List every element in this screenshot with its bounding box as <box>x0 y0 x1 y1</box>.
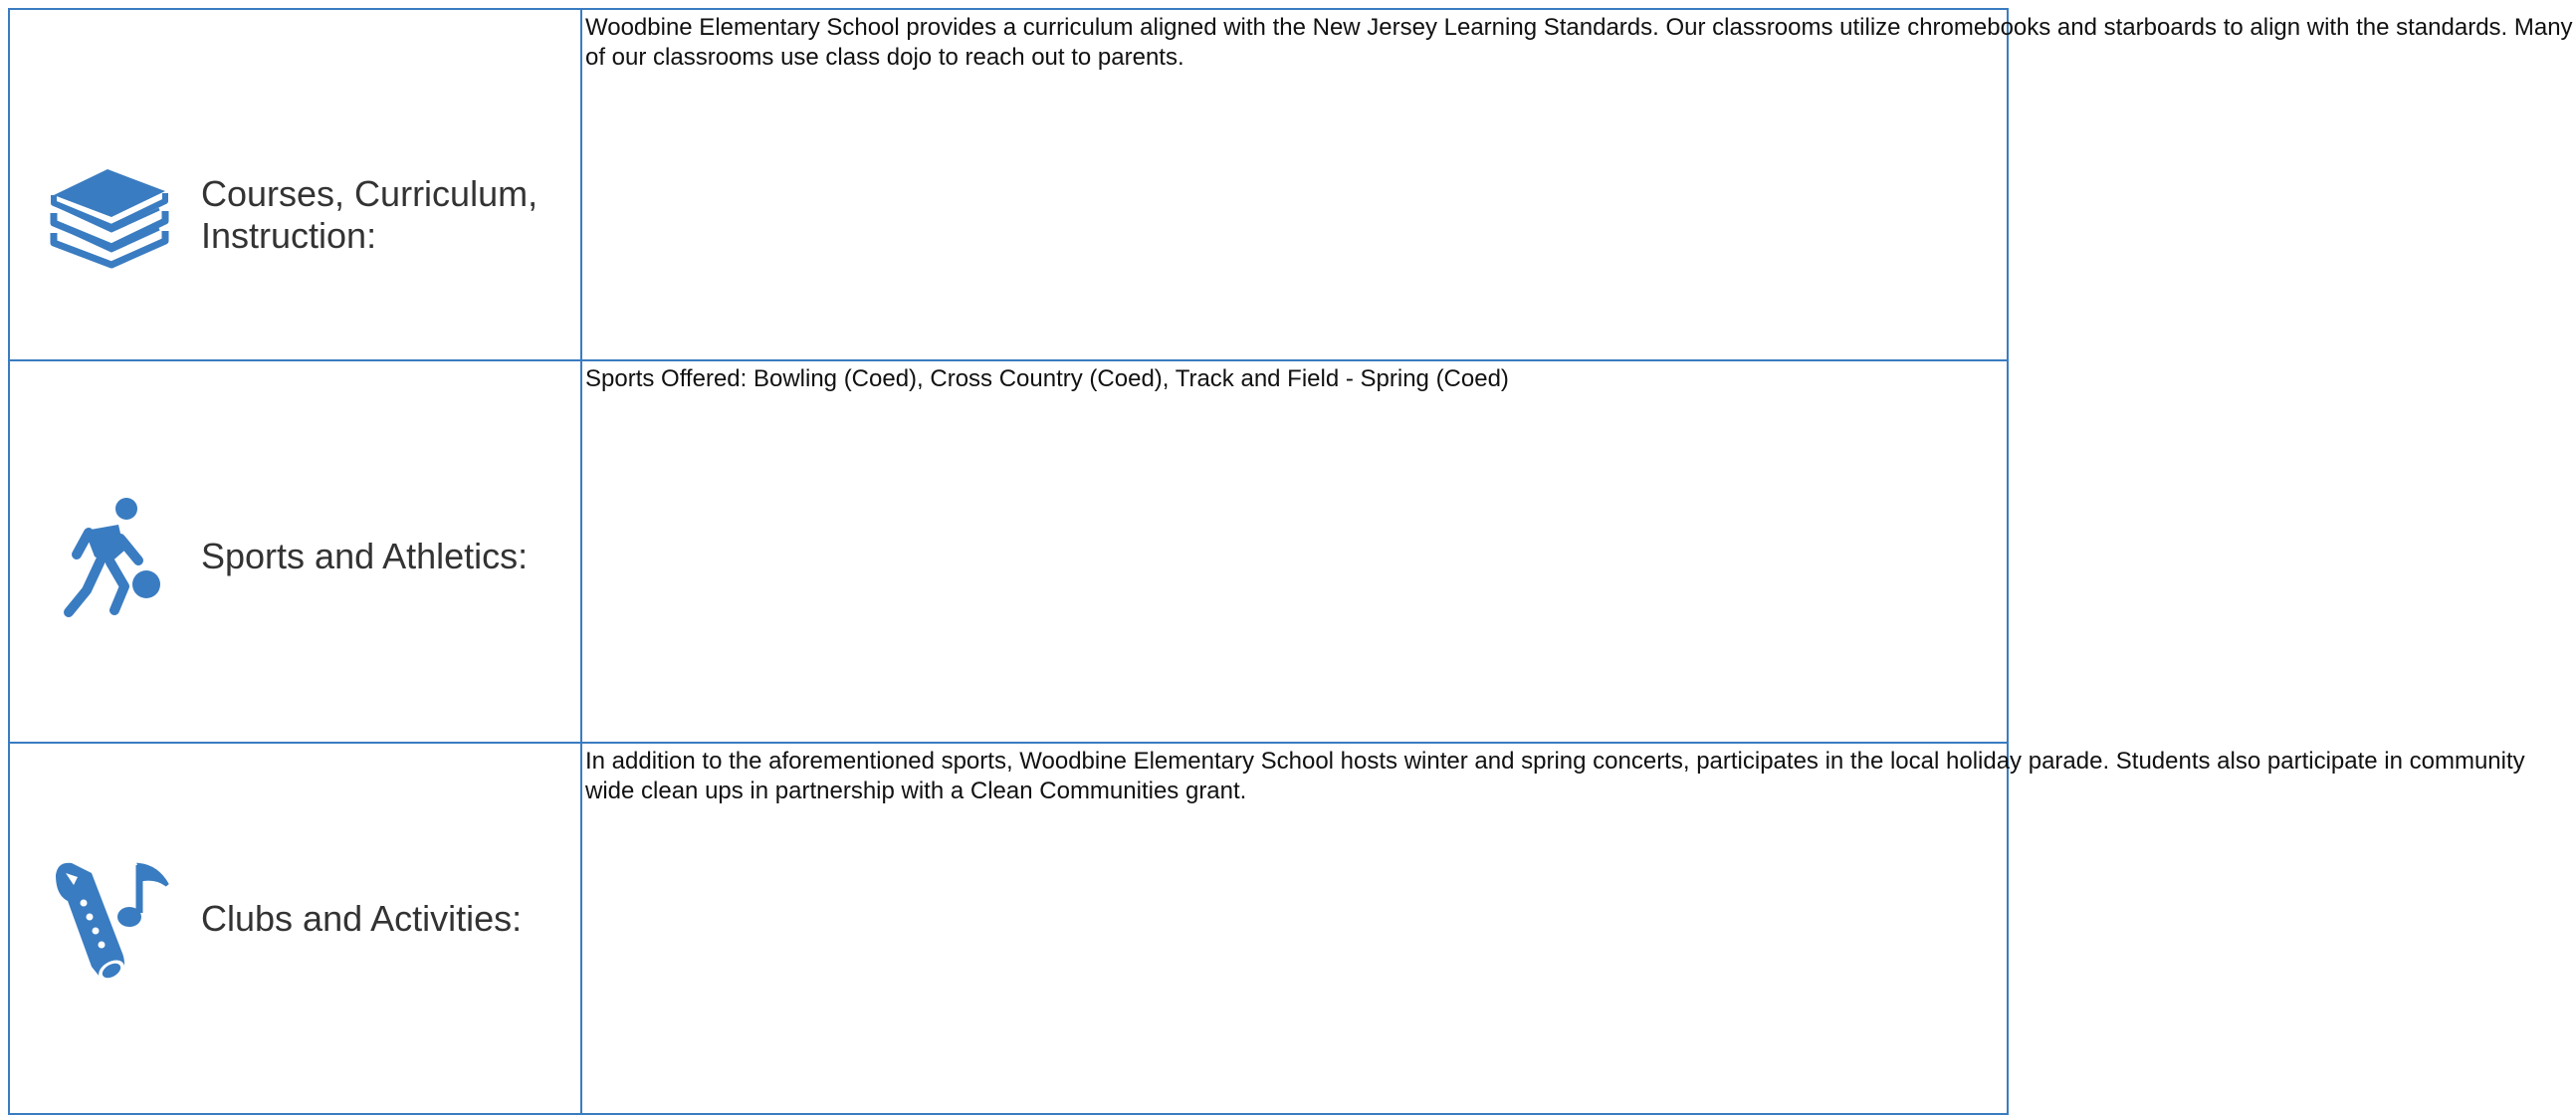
section-label: Clubs and Activities: <box>201 897 523 939</box>
section-description: In addition to the aforementioned sports, Woodbine Elementary School hosts winter and spring concerts, participates in the local holiday parade. Students also participate in community wide clean ups in partnership with a Clean Communities grant. <box>585 748 2525 804</box>
label-cell-clubs <box>9 743 581 1114</box>
label-cell-courses <box>9 9 581 360</box>
section-label: Sports and Athletics: <box>201 536 529 576</box>
basketball-player-icon <box>10 495 175 618</box>
clarinet-music-note-icon <box>10 855 175 983</box>
content-cell-clubs <box>581 743 2525 1114</box>
section-description: Sports Offered: Bowling (Coed), Cross Country (Coed), Track and Field - Spring (Coed) <box>585 365 1509 392</box>
section-label: Courses, Curriculum, Instruction: <box>201 172 538 256</box>
table-row-clubs <box>9 743 2008 1114</box>
table-row-courses <box>9 9 2008 360</box>
content-cell-courses <box>581 9 2573 360</box>
label-cell-sports <box>9 360 581 743</box>
table-row-sports <box>9 360 2008 743</box>
section-description: Woodbine Elementary School provides a curriculum aligned with the New Jersey Learning Standards. Our classrooms utilize chromebooks and starboards to align with the standards. Many of our classrooms use class dojo to reach out to parents. <box>585 14 2573 71</box>
stack-of-books-icon <box>10 163 175 267</box>
school-info-table <box>8 8 2573 1115</box>
content-cell-sports <box>581 360 2008 743</box>
